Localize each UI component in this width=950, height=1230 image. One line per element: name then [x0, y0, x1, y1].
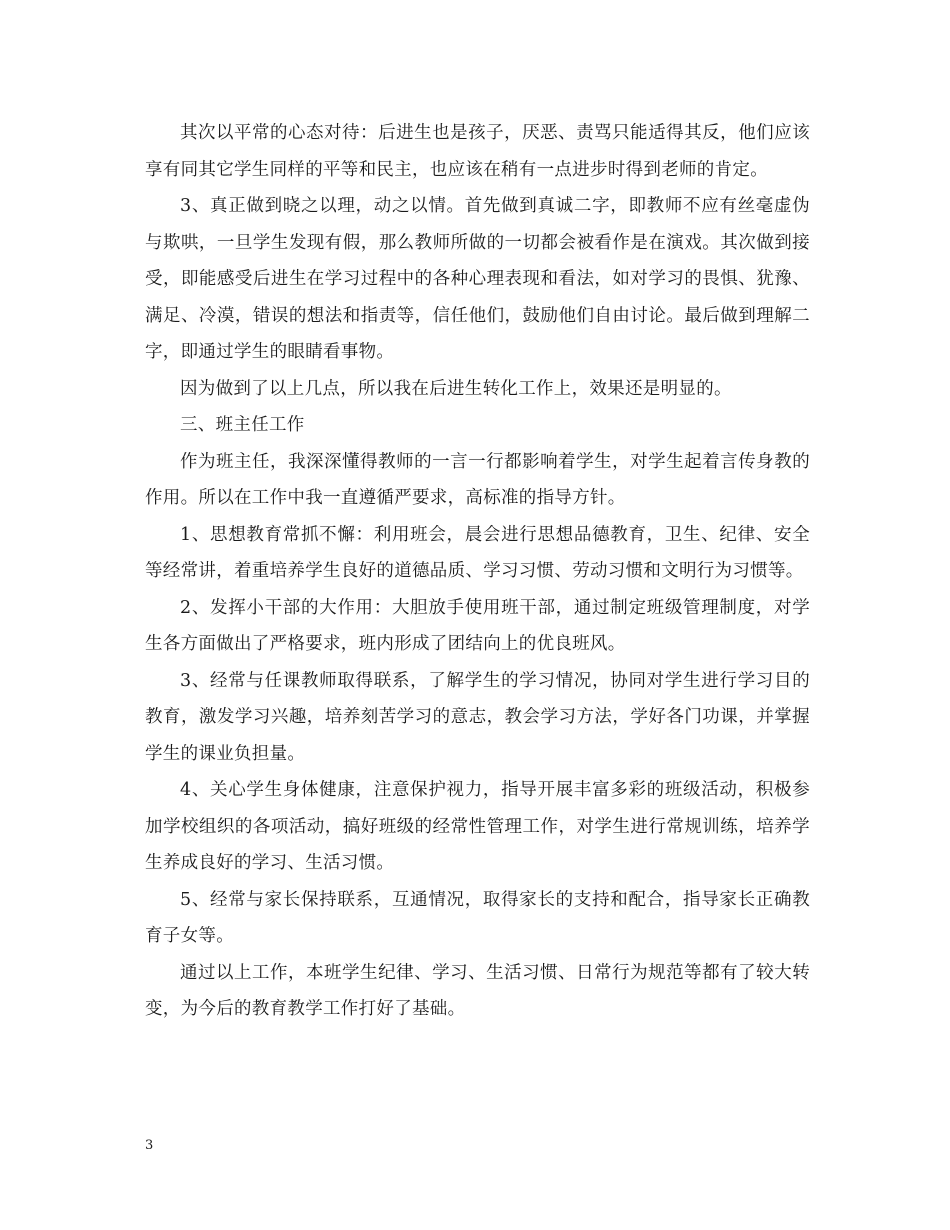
paragraph: 3、真正做到晓之以理，动之以情。首先做到真诚二字，即教师不应有丝毫虚伪与欺哄，一旦学生发现有假，那么教师所做的一切都会被看作是在演戏。其次做到接受，即能感受后进生在学习过程中的各种心理表现和看法，如对学习的畏惧、犹豫、满足、冷漠，错误的想法和指责等，信任他们，鼓励他们自由讨论。最后做到理解二字，即通过学生的眼睛看事物。	[145, 196, 810, 362]
page-number: 3	[145, 1138, 154, 1153]
paragraph: 2、发挥小干部的大作用：大胆放手使用班干部，通过制定班级管理制度，对学生各方面做出了严格要求，班内形成了团结向上的优良班风。	[145, 597, 810, 654]
paragraph: 3、经常与任课教师取得联系，了解学生的学习情况，协同对学生进行学习目的教育，激发学习兴趣，培养刻苦学习的意志，教会学习方法，学好各门功课，并掌握学生的课业负担量。	[145, 670, 810, 764]
paragraph: 其次以平常的心态对待：后进生也是孩子，厌恶、责骂只能适得其反，他们应该享有同其它学生同样的平等和民主，也应该在稍有一点进步时得到老师的肯定。	[145, 123, 810, 180]
paragraph: 1、思想教育常抓不懈：利用班会，晨会进行思想品德教育，卫生、纪律、安全等经常讲，着重培养学生良好的道德品质、学习习惯、劳动习惯和文明行为习惯等。	[145, 524, 810, 581]
paragraph: 因为做到了以上几点，所以我在后进生转化工作上，效果还是明显的。	[180, 378, 732, 399]
document-body	[145, 115, 810, 1028]
paragraph: 通过以上工作，本班学生纪律、学习、生活习惯、日常行为规范等都有了较大转变，为今后的教育教学工作打好了基础。	[145, 962, 810, 1019]
section-heading: 三、班主任工作	[180, 415, 305, 435]
paragraph: 作为班主任，我深深懂得教师的一言一行都影响着学生，对学生起着言传身教的作用。所以在工作中我一直遵循严要求，高标准的指导方针。	[145, 451, 810, 508]
paragraph: 5、经常与家长保持联系，互通情况，取得家长的支持和配合，指导家长正确教育子女等。	[145, 889, 810, 946]
paragraph: 4、关心学生身体健康，注意保护视力，指导开展丰富多彩的班级活动，积极参加学校组织的各项活动，搞好班级的经常性管理工作，对学生进行常规训练，培养学生养成良好的学习、生活习惯。	[145, 780, 810, 873]
